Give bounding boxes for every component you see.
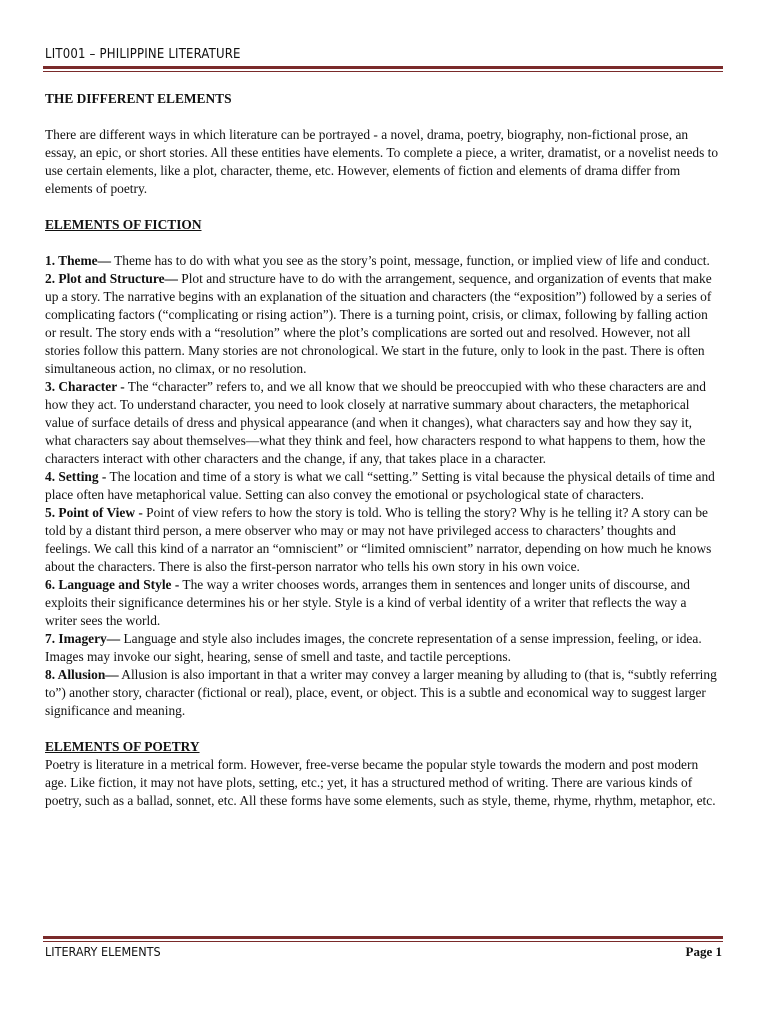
- page-number: Page 1: [685, 944, 722, 959]
- footer-section-title: LITERARY ELEMENTS: [45, 944, 161, 959]
- term-label: 5. Point of View -: [45, 505, 143, 520]
- term-label: 7. Imagery—: [45, 631, 121, 646]
- fiction-heading: ELEMENTS OF FICTION: [45, 217, 202, 232]
- term-text: Theme has to do with what you see as the story’s point, message, function, or implied view of life and conduct.: [110, 253, 710, 268]
- fiction-item-setting: [45, 468, 720, 504]
- fiction-item-allusion: [45, 666, 720, 720]
- term-label: 1. Theme—: [45, 253, 111, 268]
- term-label: 3. Character -: [45, 379, 125, 394]
- header-rule: [43, 66, 723, 72]
- page-content: [45, 90, 720, 810]
- fiction-item-language-style: [45, 576, 720, 630]
- fiction-item-plot: [45, 270, 720, 378]
- term-text: Allusion is also important in that a writer may convey a larger meaning by alluding to (that is, “subtly referring to”) another story, character (fictional or real), place, event, or object. This is a subtle and economical way to suggest larger significance and meaning.: [45, 667, 717, 718]
- footer-rule: [43, 936, 723, 942]
- term-text: The way a writer chooses words, arranges them in sentences and longer units of discourse, and exploits their significance determines his or her style. Style is a kind of verbal identity of a writer that reflects the way a writer sees the world.: [45, 577, 690, 628]
- term-text: The location and time of a story is what we call “setting.” Setting is vital because the physical details of time and place often have metaphorical value. Setting can also convey the emotional or psychological state of characters.: [45, 469, 715, 502]
- term-label: 6. Language and Style -: [45, 577, 180, 592]
- fiction-item-imagery: [45, 630, 720, 666]
- term-text: The “character” refers to, and we all know that we should be preoccupied with who these characters are and how they act. To understand character, you need to look closely at narrative summary about characters, the metaphorical value of surface details of dress and physical appearance (and when it changes), what characters say and how they say it, what characters say about themselves—what they think and feel, how characters respond to what happens to them, how the characters interact with other characters and the change, if any, that takes place in a character.: [45, 379, 706, 466]
- poetry-paragraph: Poetry is literature in a metrical form. However, free-verse became the popular style towards the modern and post modern age. Like fiction, it may not have plots, setting, etc.; yet, it has a structured method of writing. There are various kinds of poetry, such as a ballad, sonnet, etc. All these forms have some elements, such as style, theme, rhyme, rhythm, metaphor, etc.: [45, 757, 716, 808]
- intro-paragraph: There are different ways in which literature can be portrayed - a novel, drama, poetry, biography, non-fictional prose, an essay, an epic, or short stories. All these entities have elements. To complete a piece, a writer, dramatist, or a novelist needs to use certain elements, like a plot, character, theme, etc. However, elements of fiction and elements of drama differ from elements of poetry.: [45, 127, 719, 196]
- term-text: Language and style also includes images, the concrete representation of a sense impression, feeling, or idea. Images may invoke our sight, hearing, sense of smell and taste, and tactile perceptions.: [45, 631, 702, 664]
- fiction-item-point-of-view: [45, 504, 720, 576]
- term-label: 2. Plot and Structure—: [45, 271, 178, 286]
- poetry-heading: ELEMENTS OF POETRY: [45, 739, 200, 754]
- page-title: THE DIFFERENT ELEMENTS: [45, 91, 232, 106]
- term-label: 8. Allusion—: [45, 667, 119, 682]
- term-text: Point of view refers to how the story is told. Who is telling the story? Why is he telling it? A story can be told by a distant third person, a mere observer who may or may not have privileged access to characters’ thoughts and feelings. We call this kind of a narrator an “omniscient” or “limited omniscient” narrator, depending on how much he knows about the characters. There is also the first-person narrator who tells his own story in his own voice.: [45, 505, 712, 574]
- fiction-item-theme: [45, 252, 720, 270]
- term-label: 4. Setting -: [45, 469, 107, 484]
- term-text: Plot and structure have to do with the arrangement, sequence, and organization of events that make up a story. The narrative begins with an explanation of the situation and characters (the “exposition”) followed by a series of complicating factors (“complicating or rising action”). There is a turning point, crisis, or climax, following by falling action or result. The story ends with a “resolution” where the plot’s complications are sorted out and resolved. However, not all stories follow this pattern. Many stories are not chronological. We start in the future, only to look in the past. There is often simultaneous action, no climax, or no resolution.: [45, 271, 712, 376]
- fiction-item-character: [45, 378, 720, 468]
- header-course-title: LIT001 – PHILIPPINE LITERATURE: [45, 47, 241, 62]
